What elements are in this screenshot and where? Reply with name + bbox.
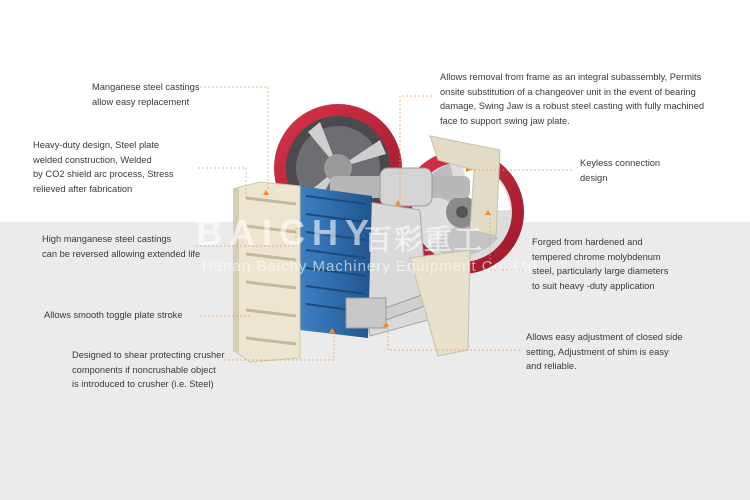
annotation-toggle-stroke: Allows smooth toggle plate stroke (44, 310, 183, 320)
annotation-keyless-connection: Keyless connection design (580, 158, 661, 183)
watermark-brand: BAICHY (196, 212, 377, 253)
annotation-forged-shaft: Forged from hardened and tempered chrome molybdenum steel, particularly large diameters to suit heavy -duty application (532, 237, 669, 291)
annotation-manganese-castings: Manganese steel castings allow easy replacement (92, 82, 200, 107)
watermark-brand-cn: 百彩重工 (364, 224, 485, 255)
annotation-shear-protection: Designed to shear protecting crusher components if noncrushable object is introduced to crusher (i.e. Steel) (72, 350, 225, 389)
annotation-heavy-duty-design: Heavy-duty design, Steel plate welded construction, Welded by CO2 shield arc process, Stress relieved after fabrication (33, 140, 174, 194)
annotation-high-manganese: High manganese steel castings can be reversed allowing extended life (42, 234, 201, 259)
watermark-company: Henan Baichy Machinery Equipment Co.,Ltd. (202, 258, 543, 275)
annotation-swing-jaw: Allows removal from frame as an integral subassembly, Permits onsite substitution of a changeover unit in the event of bearing damage, Swing Jaw is a robust steel casting with fully machined face to support swing jaw plate. (440, 72, 705, 126)
annotation-shim-adjustment: Allows easy adjustment of closed side setting, Adjustment of shim is easy and reliable. (526, 332, 683, 371)
